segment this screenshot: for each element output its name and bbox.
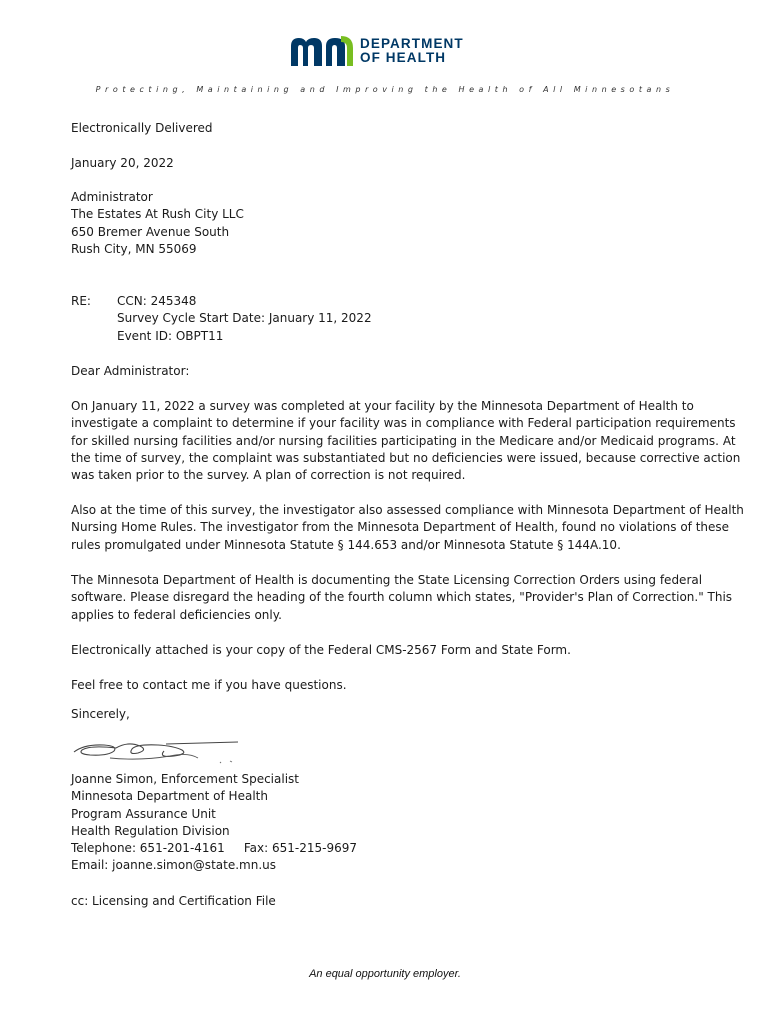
signer-line: Minnesota Department of Health <box>71 789 268 804</box>
paragraph-line: Feel free to contact me if you have questions. <box>71 678 347 692</box>
org-line-2: OF HEALTH <box>360 50 447 65</box>
re-details <box>117 293 372 345</box>
recipient-line: Administrator <box>71 190 153 204</box>
body-paragraph <box>71 398 741 484</box>
signer-block <box>71 771 701 875</box>
body-paragraph <box>71 572 733 624</box>
signer-email: Email: joanne.simon@state.mn.us <box>71 858 276 873</box>
re-label: RE: <box>71 294 91 308</box>
paragraph-line: rules promulgated under Minnesota Statute § 144.653 and/or Minnesota Statute § 144A.10. <box>71 537 621 552</box>
handwritten-signature <box>70 736 242 770</box>
delivery-method: Electronically Delivered <box>71 121 213 135</box>
paragraph-line: applies to federal deficiencies only. <box>71 607 282 622</box>
signer-line: Health Regulation Division <box>71 823 230 838</box>
recipient-address <box>71 189 701 258</box>
paragraph-line: Electronically attached is your copy of the Federal CMS-2567 Form and State Form. <box>71 643 571 657</box>
paragraph-line: was taken prior to the survey. A plan of correction is not required. <box>71 468 466 483</box>
paragraph-line: Nursing Home Rules. The investigator from the Minnesota Department of Health, found no violations of these <box>71 520 730 535</box>
re-line: Event ID: OBPT11 <box>117 328 224 343</box>
paragraph-line: On January 11, 2022 a survey was completed at your facility by the Minnesota Department of Health to <box>71 399 694 413</box>
paragraph-line: The Minnesota Department of Health is documenting the State Licensing Correction Orders using federal <box>71 573 703 587</box>
signer-line: Joanne Simon, Enforcement Specialist <box>71 772 299 786</box>
paragraph-line: Also at the time of this survey, the investigator also assessed compliance with Minnesota Department of Health <box>71 503 744 517</box>
department-of-health-wordmark <box>360 37 464 65</box>
paragraph-line: the time of survey, the complaint was substantiated but no deficiencies were issued, because corrective action <box>71 450 741 465</box>
signer-line: Program Assurance Unit <box>71 806 216 821</box>
paragraph-line: for skilled nursing facilities and/or nursing facilities participating in the Medicare and/or Medicaid programs. At <box>71 433 736 448</box>
mn-logo-icon <box>289 34 355 68</box>
body-paragraph <box>71 642 701 659</box>
letterhead <box>0 30 770 70</box>
closing: Sincerely, <box>71 707 130 721</box>
recipient-line: The Estates At Rush City LLC <box>71 207 244 222</box>
org-line-1: DEPARTMENT <box>360 36 464 51</box>
paragraph-line: investigate a complaint to determine if your facility was in compliance with Federal participation requirements <box>71 416 736 431</box>
tagline: Protecting, Maintaining and Improving the Health of All Minnesotans <box>95 85 675 94</box>
cc-line: cc: Licensing and Certification File <box>71 894 276 908</box>
body-paragraph <box>71 677 701 694</box>
recipient-line: Rush City, MN 55069 <box>71 241 197 256</box>
paragraph-line: software. Please disregard the heading of the fourth column which states, "Provider's Plan of Correction." This <box>71 590 733 605</box>
mdh-logo <box>289 34 489 68</box>
salutation: Dear Administrator: <box>71 364 190 378</box>
re-line: CCN: 245348 <box>117 294 197 308</box>
re-line: Survey Cycle Start Date: January 11, 2022 <box>117 311 372 326</box>
letter-date: January 20, 2022 <box>71 156 174 170</box>
signer-phone-fax: Telephone: 651-201-4161 Fax: 651-215-9697 <box>71 841 358 856</box>
body-paragraph <box>71 502 744 554</box>
recipient-line: 650 Bremer Avenue South <box>71 224 230 239</box>
footer-statement: An equal opportunity employer. <box>309 968 461 980</box>
